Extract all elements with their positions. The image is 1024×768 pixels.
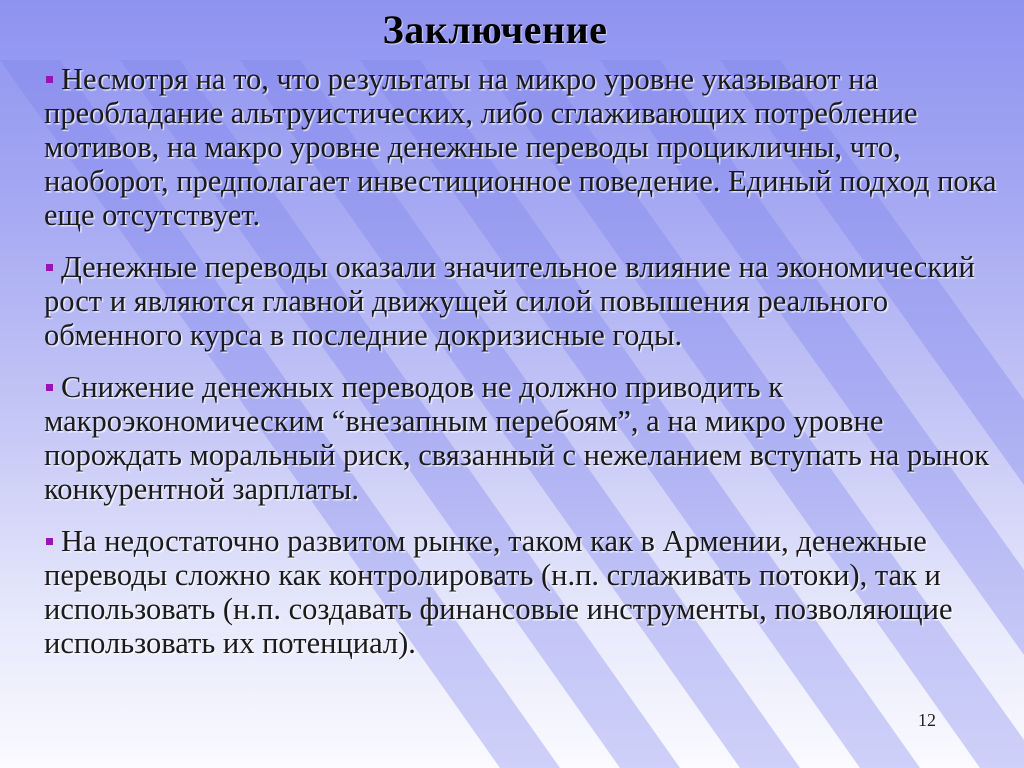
bullet-item — [44, 370, 1009, 506]
bullet-item — [44, 524, 1009, 660]
square-bullet-icon — [46, 76, 53, 83]
bullet-item — [44, 250, 1009, 352]
slide-title: Заключение — [382, 7, 608, 52]
bullet-text: Снижение денежных переводов не должно приводить к макроэкономическим “внезапным перебоям”, а на микро уровне порождать моральный риск, связанный с нежеланием вступать на рынок конкурентной зарплаты. — [44, 370, 990, 506]
bullet-text: На недостаточно развитом рынке, таком как в Армении, денежные переводы сложно как контролировать (н.п. сглаживать потоки), так и использовать (н.п. создавать финансовые инструменты, позволяющие использовать их потенциал). — [44, 524, 953, 660]
square-bullet-icon — [46, 264, 53, 271]
square-bullet-icon — [46, 538, 53, 545]
bullet-item — [44, 62, 1009, 232]
page-number: 12 — [918, 710, 936, 730]
bullet-list — [44, 62, 1009, 678]
bullet-text: Денежные переводы оказали значительное влияние на экономический рост и являются главной движущей силой повышения реального обменного курса в последние докризисные годы. — [44, 250, 975, 352]
square-bullet-icon — [46, 384, 53, 391]
bullet-text: Несмотря на то, что результаты на микро уровне указывают на преобладание альтруистических, либо сглаживающих потребление мотивов, на макро уровне денежные переводы процикличны, что, наоборот, предполагает инвестиционное поведение. Единый подход пока еще отсутствует. — [44, 62, 997, 232]
